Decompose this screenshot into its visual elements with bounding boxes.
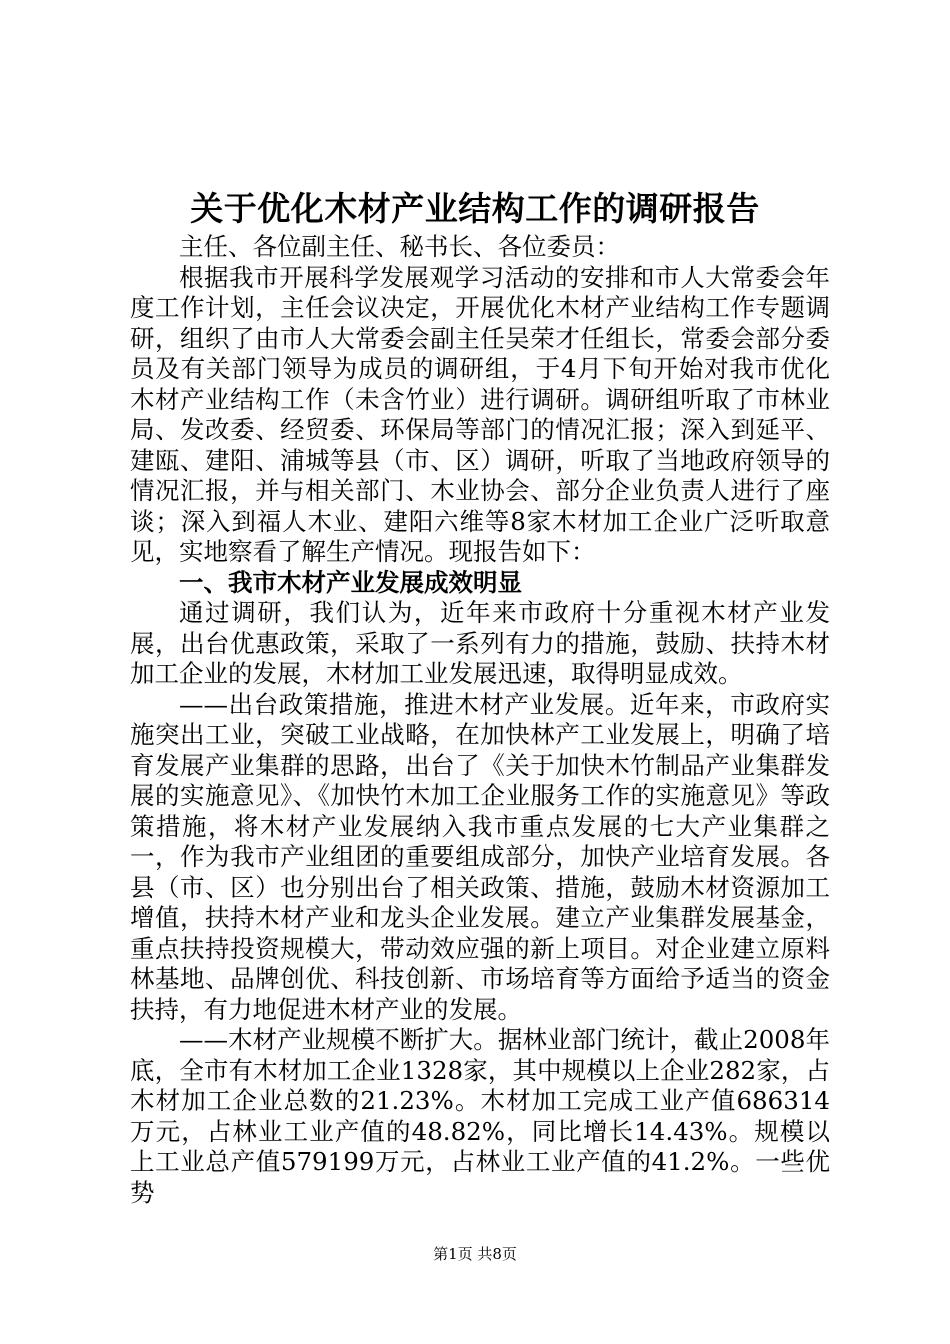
paragraph-policy: ——出台政策措施，推进木材产业发展。近年来，市政府实施突出工业，突破工业战略，在加快林产工业发展上，明确了培育发展产业集群的思路，出台了《关于加快木竹制品产业集群发展的实施意见》、《加快竹木加工企业服务工作的实施意见》等政策措施，将木材产业发展纳入我市重点发展的七大产业集群之一，作为我市产业组团的重要组成部分，加快产业培育发展。各县（市、区）也分别出台了相关政策、措施，鼓励木材资源加工增值，扶持木材产业和龙头企业发展。建立产业集群发展基金，重点扶持投资规模大，带动效应强的新上项目。对企业建立原料林基地、品牌创优、科技创新、市场培育等方面给予适当的资金扶持，有力地促进木材产业的发展。 bbox=[130, 689, 830, 1024]
section-heading: 一、我市木材产业发展成效明显 bbox=[179, 567, 522, 597]
document-body bbox=[130, 232, 830, 1208]
paragraph-summary: 通过调研，我们认为，近年来市政府十分重视木材产业发展，出台优惠政策，采取了一系列有力的措施，鼓励、扶持木材加工企业的发展，木材加工业发展迅速，取得明显成效。 bbox=[130, 598, 830, 688]
document-title: 关于优化木材产业结构工作的调研报告 bbox=[190, 189, 760, 228]
salutation: 主任、各位副主任、秘书长、各位委员： bbox=[179, 232, 620, 261]
paragraph-scale: ——木材产业规模不断扩大。据林业部门统计，截止2008年底，全市有木材加工企业1328家，其中规模以上企业282家，占木材加工企业总数的21.23%。木材加工完成工业产值686314万元，占林业工业产值的48.82%，同比增长14.43%。规模以上工业总产值579199万元，占林业工业产值的41.2%。一些优势 bbox=[130, 1025, 830, 1207]
page-footer: 第1页 共8页 bbox=[433, 1245, 517, 1263]
paragraph-intro: 根据我市开展科学发展观学习活动的安排和市人大常委会年度工作计划，主任会议决定，开展优化木材产业结构工作专题调研，组织了由市人大常委会副主任吴荣才任组长，常委会部分委员及有关部门领导为成员的调研组，于4月下旬开始对我市优化木材产业结构工作（未含竹业）进行调研。调研组听取了市林业局、发改委、经贸委、环保局等部门的情况汇报；深入到延平、建瓯、建阳、浦城等县（市、区）调研，听取了当地政府领导的情况汇报，并与相关部门、木业协会、部分企业负责人进行了座谈；深入到福人木业、建阳六维等8家木材加工企业广泛听取意见，实地察看了解生产情况。现报告如下： bbox=[130, 262, 830, 566]
